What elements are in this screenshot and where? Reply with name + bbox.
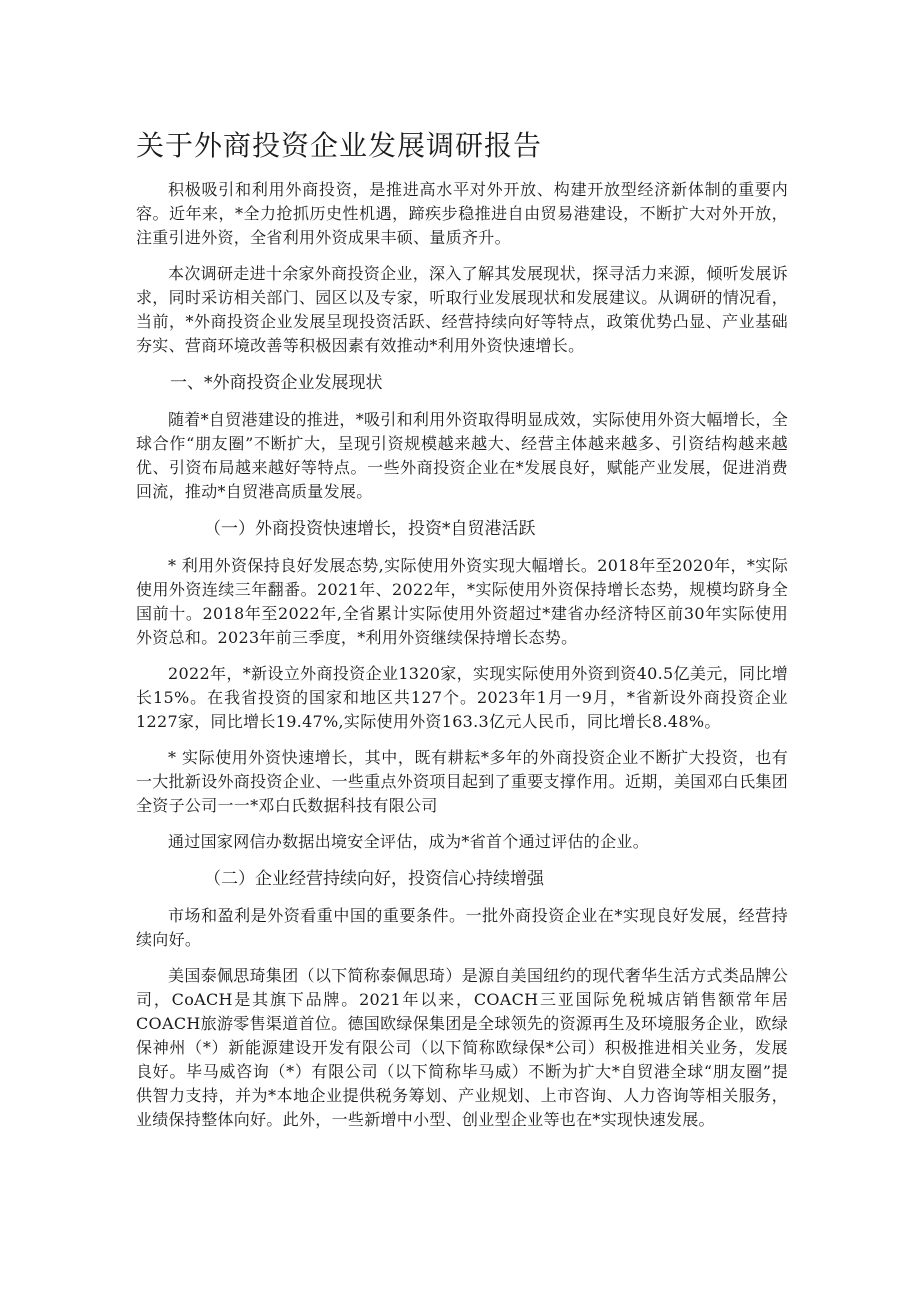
paragraph-companies: 美国泰佩思琦集团（以下简称泰佩思琦）是源自美国纽约的现代奢华生活方式类品牌公司，CoACH是其旗下品牌。2021年以来，COACH三亚国际免税城店销售额常年居COACH旅游零售渠道首位。德国欧绿保集团是全球领先的资源再生及环境服务企业，欧绿保神州（*）新能源建设开发有限公司（以下简称欧绿保*公司）积极推进相关业务，发展良好。毕马威咨询（*）有限公司（以下简称毕马威）不断为扩大*自贸港全球“朋友圈”提供智力支持，并为*本地企业提供税务筹划、产业规划、上市咨询、人力咨询等相关服务，业绩保持整体向好。此外，一些新增中小型、创业型企业等也在*实现快速发展。 — [136, 966, 788, 1129]
subsection-heading-2: （二）企业经营持续向好，投资信心持续增强 — [204, 869, 544, 889]
paragraph-survey: 本次调研走进十余家外商投资企业，深入了解其发展现状，探寻活力来源，倾听发展诉求，同时采访相关部门、园区以及专家，听取行业发展现状和发展建议。从调研的情况看，当前，*外商投资企业发展呈现投资活跃、经营持续向好等特点，政策优势凸显、产业基础夯实、营商环境改善等积极因素有效推动*利用外资快速增长。 — [136, 264, 789, 355]
section-heading-1: 一、*外商投资企业发展现状 — [170, 373, 383, 393]
paragraph-market: 市场和盈利是外资看重中国的重要条件。一批外商投资企业在*实现良好发展，经营持续向好。 — [136, 906, 788, 949]
paragraph-statistics: 2022年，*新设立外商投资企业1320家，实现实际使用外资到资40.5亿美元，同比增长15%。在我省投资的国家和地区共127个。2023年1月一9月，*省新设外商投资企业1227家，同比增长19.47%,实际使用外资163.3亿元人民币，同比增长8.48%。 — [136, 664, 788, 731]
paragraph-intro: 积极吸引和利用外商投资，是推进高水平对外开放、构建开放型经济新体制的重要内容。近年来，*全力抢抓历史性机遇，蹄疾步稳推进自由贸易港建设，不断扩大对外开放，注重引进外资，全省利用外资成果丰硕、量质齐升。 — [136, 180, 788, 247]
subsection-heading-1: （一）外商投资快速增长，投资*自贸港活跃 — [204, 519, 536, 539]
document-title: 关于外商投资企业发展调研报告 — [136, 129, 543, 162]
paragraph-evaluation: 通过国家网信办数据出境安全评估，成为*省首个通过评估的企业。 — [168, 832, 650, 851]
paragraph-status: 随着*自贸港建设的推进，*吸引和利用外资取得明显成效，实际使用外资大幅增长，全球合作“朋友圈”不断扩大，呈现引资规模越来越大、经营主体越来越多、引资结构越来越优、引资布局越来越好等特点。一些外商投资企业在*发展良好，赋能产业发展，促进消费回流，推动*自贸港高质量发展。 — [136, 410, 788, 501]
paragraph-support: * 实际使用外资快速增长，其中，既有耕耘*多年的外商投资企业不断扩大投资，也有一大批新设外商投资企业、一些重点外资项目起到了重要支撑作用。近期，美国邓白氏集团全资子公司一一*邓白氏数据科技有限公司 — [136, 748, 789, 815]
paragraph-growth: * 利用外资保持良好发展态势,实际使用外资实现大幅增长。2018年至2020年，*实际使用外资连续三年翻番。2021年、2022年，*实际使用外资保持增长态势，规模均跻身全国前十。2018年至2022年,全省累计实际使用外资超过*建省办经济特区前30年实际使用外资总和。2023年前三季度，*利用外资继续保持增长态势。 — [136, 556, 788, 647]
document-page — [136, 126, 788, 1144]
